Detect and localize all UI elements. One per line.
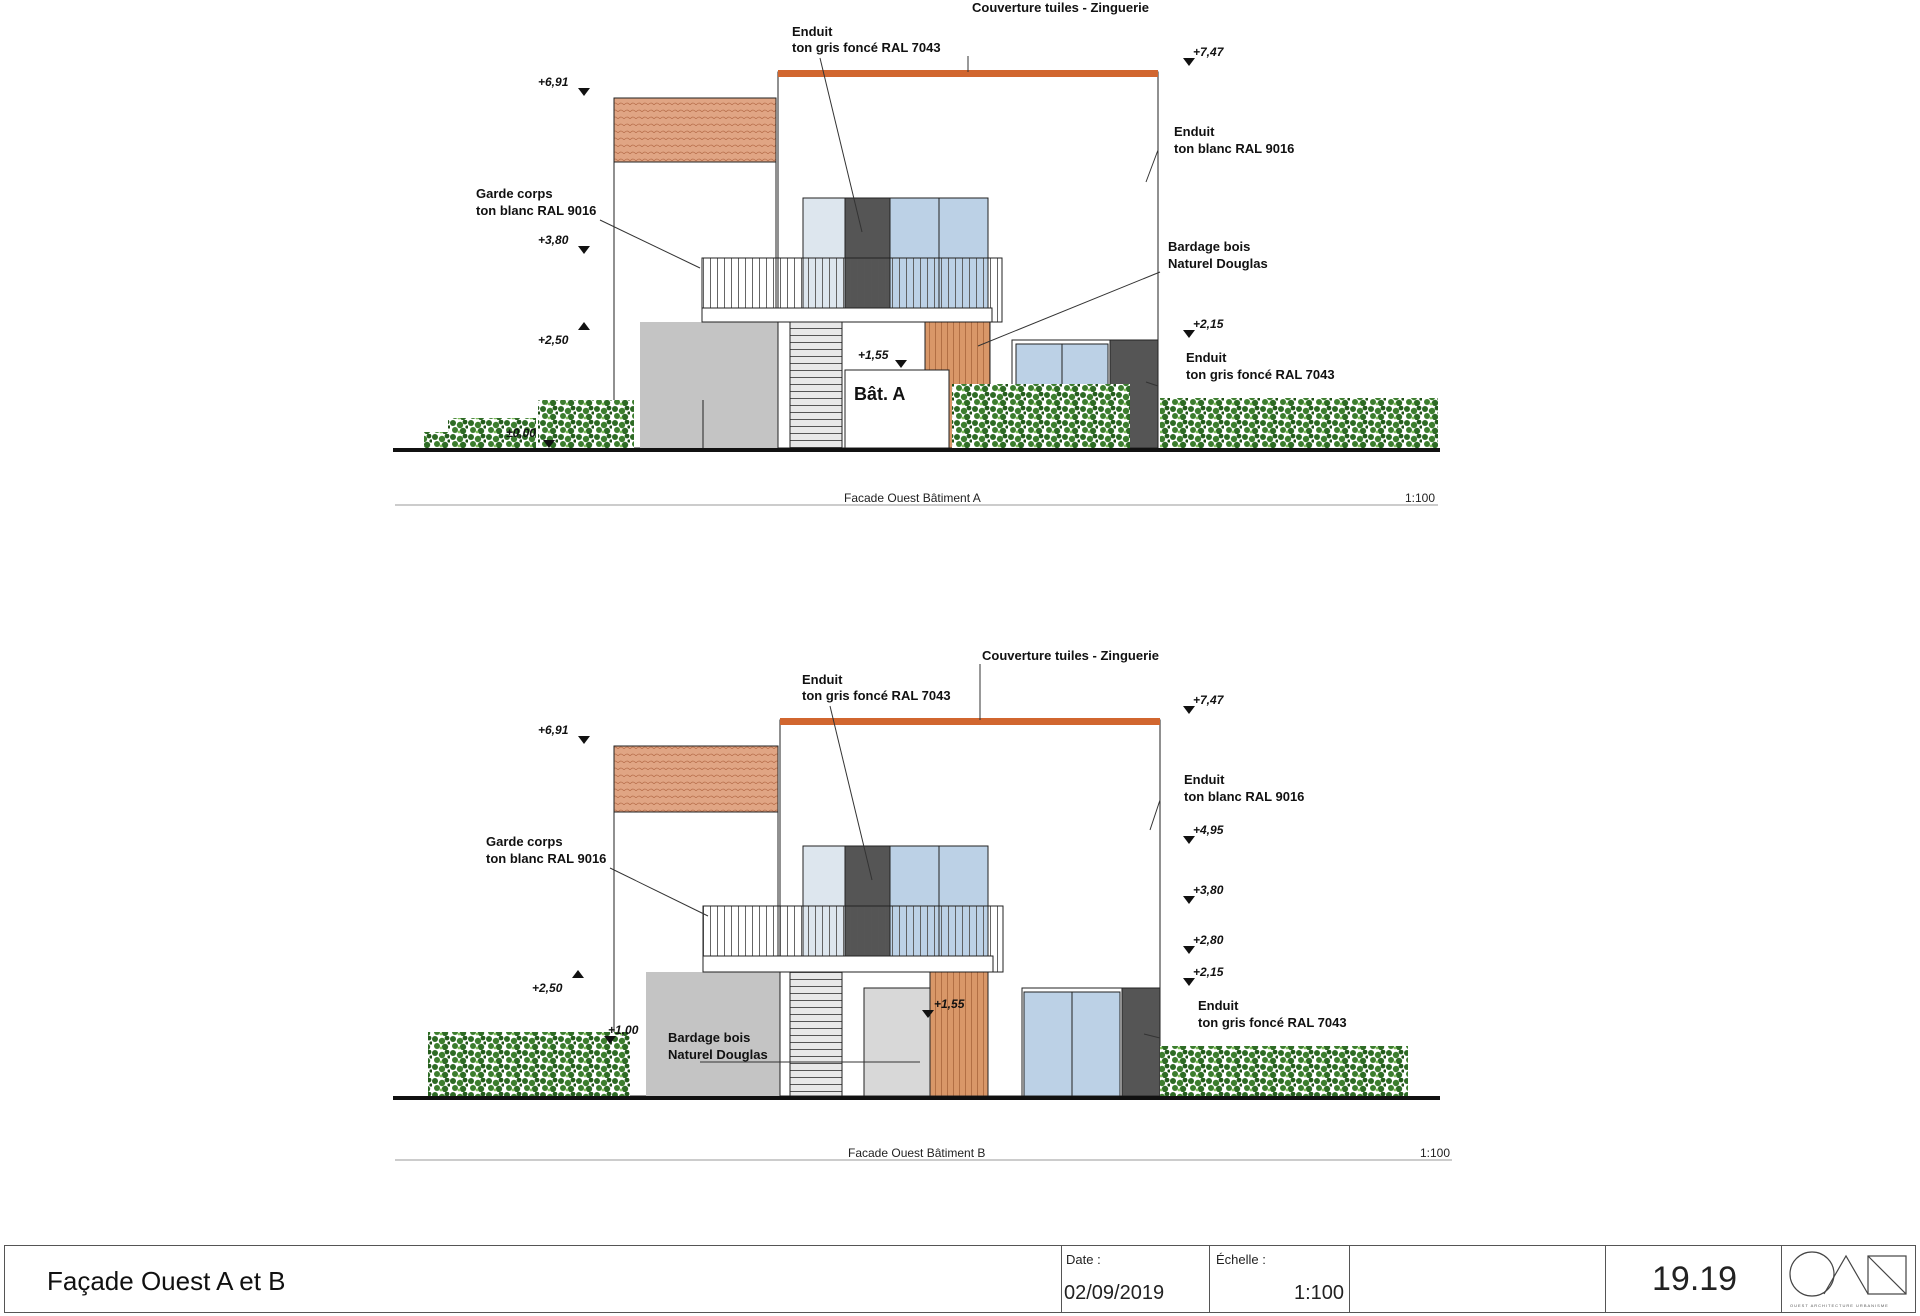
callout-dark-render-low-line-2: ton gris foncé RAL 7043 (1186, 367, 1335, 382)
callout-railing-line-2: ton blanc RAL 9016 (476, 203, 597, 218)
level-691: +6,91 (538, 75, 569, 89)
callout-roof: Couverture tuiles - Zinguerie (972, 0, 1149, 15)
hedge (424, 432, 448, 448)
hedge (1160, 398, 1438, 448)
caption-a: Facade Ouest Bâtiment A (844, 491, 981, 505)
studio-logo (1782, 1246, 1916, 1306)
date-label: Date : (1066, 1252, 1101, 1267)
logo-cell (1781, 1246, 1915, 1312)
level-250: +2,50 (532, 981, 563, 995)
level-280: +2,80 (1193, 933, 1224, 947)
caption-b: Facade Ouest Bâtiment B (848, 1146, 986, 1160)
scale-cell (1209, 1246, 1349, 1312)
callout-wood-line-1: Bardage bois (668, 1030, 751, 1045)
level-691: +6,91 (538, 723, 569, 737)
level-250: +2,50 (538, 333, 569, 347)
level-747: +7,47 (1193, 693, 1224, 707)
callout-wood-line-2: Naturel Douglas (1168, 256, 1268, 271)
logo-text: OUEST ARCHITECTURE URBANISME (1790, 1303, 1889, 1308)
scale-label: Échelle : (1216, 1252, 1266, 1267)
callout-wood-line-2: Naturel Douglas (668, 1047, 768, 1062)
callout-dark-render-line-1: Enduit (792, 24, 833, 39)
scale-b: 1:100 (1420, 1146, 1451, 1160)
sheet-title: Façade Ouest A et B (47, 1266, 286, 1296)
level-747: +7,47 (1193, 45, 1224, 59)
left-wing-roof (614, 746, 778, 812)
level-495: +4,95 (1193, 823, 1224, 837)
callout-dark-render-line-2: ton gris foncé RAL 7043 (792, 40, 941, 55)
callout-white-render-line-1: Enduit (1184, 772, 1225, 787)
level-380: +3,80 (538, 233, 569, 247)
callout-dark-render-line-1: Enduit (802, 672, 843, 687)
scale-a: 1:100 (1405, 491, 1436, 505)
callout-dark-render-low-line-1: Enduit (1198, 998, 1239, 1013)
level-215: +2,15 (1193, 317, 1224, 331)
level-380: +3,80 (1193, 883, 1224, 897)
entry-door (864, 988, 930, 1096)
callout-white-render-line-2: ton blanc RAL 9016 (1174, 141, 1295, 156)
callout-wood-line-1: Bardage bois (1168, 239, 1251, 254)
date-cell (1061, 1246, 1209, 1312)
sheet-number: 19.19 (1652, 1260, 1738, 1298)
callout-white-render-line-1: Enduit (1174, 124, 1215, 139)
roof-edge (780, 718, 1160, 725)
elevation-a (393, 56, 1440, 505)
ground-floor-shadow (640, 322, 785, 448)
elevation-b (393, 664, 1452, 1160)
wood-cladding (930, 972, 988, 1096)
stair (790, 972, 842, 1096)
left-wing-roof (614, 98, 776, 162)
hedge (1160, 1046, 1408, 1096)
callout-dark-render-line-2: ton gris foncé RAL 7043 (802, 688, 951, 703)
building-tag: Bât. A (854, 384, 906, 404)
blank-cell (1349, 1246, 1605, 1312)
callout-railing-line-1: Garde corps (476, 186, 553, 201)
level-100: +1,00 (608, 1023, 639, 1037)
title-block (4, 1245, 1916, 1313)
balcony-slab (702, 308, 992, 322)
balcony-slab (703, 956, 993, 972)
level-155: +1,55 (858, 348, 889, 362)
callout-dark-render-low-line-2: ton gris foncé RAL 7043 (1198, 1015, 1347, 1030)
callout-railing-line-1: Garde corps (486, 834, 563, 849)
level-215: +2,15 (1193, 965, 1224, 979)
tag-block (845, 370, 949, 448)
level-000: ±0,00 (506, 426, 536, 440)
callout-dark-render-low-line-1: Enduit (1186, 350, 1227, 365)
lower-dark-render (1122, 988, 1160, 1096)
date-value: 02/09/2019 (1064, 1282, 1165, 1304)
hedge (428, 1032, 630, 1096)
stair (790, 322, 842, 448)
level-155: +1,55 (934, 997, 965, 1011)
hedge (952, 384, 1130, 448)
scale-value: 1:100 (1294, 1282, 1345, 1304)
sheet-number-cell (1605, 1246, 1781, 1312)
callout-white-render-line-2: ton blanc RAL 9016 (1184, 789, 1305, 804)
callout-roof: Couverture tuiles - Zinguerie (982, 648, 1159, 663)
callout-railing-line-2: ton blanc RAL 9016 (486, 851, 607, 866)
